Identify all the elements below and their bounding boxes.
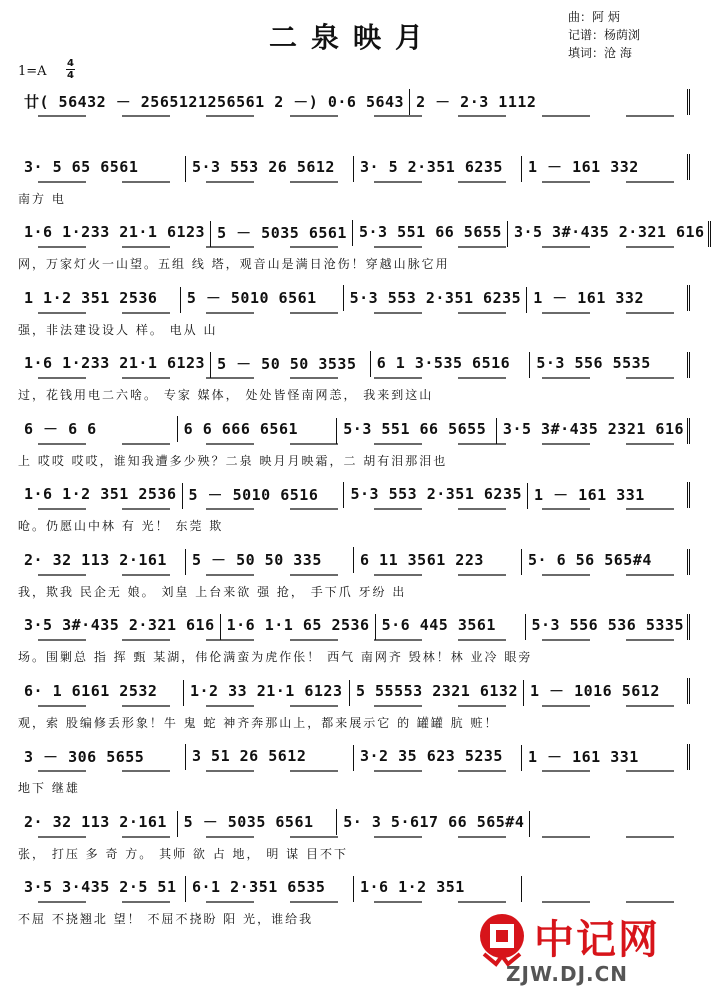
measure: 6 － 6 6 <box>18 418 178 439</box>
beam-lines <box>18 245 690 251</box>
credit-lyricist: 填词：沧 海 <box>568 46 632 60</box>
measure: 5 － 50 50 335 <box>186 549 354 570</box>
beam-lines <box>18 442 690 448</box>
measure: 5 － 5035 6561 <box>178 811 338 832</box>
lyrics-line: 场。围剿总 指 挥 甄 某湖，伟伦满蛮为虎作伥！ 西气 南网齐 毁林！林 业冷 眼旁 <box>18 650 533 664</box>
score-system <box>18 209 705 275</box>
measure: 5 － 50 50 3535 <box>211 353 371 374</box>
beam-lines <box>18 573 690 579</box>
measure: 3· 5 65 6561 <box>18 158 186 176</box>
score-system <box>18 537 690 603</box>
measure: 1·6 1·233 21·1 6123 <box>18 223 211 241</box>
measure: 1 1·2 351 2536 <box>18 289 181 307</box>
beam-lines <box>18 114 690 120</box>
measure: 2 － 2·3 1112 <box>410 91 690 112</box>
lyrics-line: 不屈 不挠翘北 望！ 不屈不挠盼 阳 光，谁给我 <box>18 912 314 926</box>
notation-line <box>18 418 690 440</box>
notation-line <box>18 483 690 505</box>
score-system <box>18 275 690 341</box>
beam-lines <box>18 769 690 775</box>
measure: 1·6 1·1 65 2536 <box>221 616 376 634</box>
measure: 1·6 1·2 351 <box>354 878 522 896</box>
score-system <box>18 668 690 734</box>
beam-lines <box>18 311 690 317</box>
measure: 5·3 553 2·351 6235 <box>344 289 528 307</box>
lyrics-line: 过，花钱用电二六啥。 专家 媒体， 处处皆怪南网恙， 我来到这山 <box>18 388 434 402</box>
lyrics-line: 呛。仍愿山中林 有 光！ 东莞 欺 <box>18 519 224 533</box>
measure: 3 － 306 5655 <box>18 746 186 767</box>
beam-lines <box>18 704 690 710</box>
measure: 5·3 551 66 5655 <box>353 223 508 241</box>
measure: 5 － 5035 6561 <box>211 222 353 243</box>
measure: 3 51 26 5612 <box>186 747 354 765</box>
notation-line <box>18 549 690 571</box>
measure: 1 － 1016 5612 <box>524 680 690 701</box>
beam-lines <box>18 180 690 186</box>
lyrics-line: 上 哎哎 哎哎，谁知我遭多少殃？二泉 映月月映霜，二 胡有泪那泪也 <box>18 453 448 468</box>
credit-transcriber: 记谱：杨荫浏 <box>568 28 641 42</box>
time-signature: 4 4 <box>67 58 74 81</box>
score-system <box>18 78 690 144</box>
measure: 1·2 33 21·1 6123 <box>184 682 350 700</box>
credit-composer: 曲：阿 炳 <box>568 10 620 24</box>
notation-line <box>18 745 690 767</box>
beam-lines <box>18 638 690 644</box>
measure: 3·2 35 623 5235 <box>354 747 522 765</box>
notation-line <box>18 156 690 178</box>
key-signature: 1=A <box>18 64 47 79</box>
measure: 5·3 551 66 5655 <box>337 420 497 438</box>
measure: 5·6 445 3561 <box>376 616 526 634</box>
score-system <box>18 799 690 865</box>
lyrics-line: 强，非法建设设人 样。 电从 山 <box>18 322 218 337</box>
beam-lines <box>18 507 690 513</box>
notation-line <box>18 287 690 309</box>
measure: 5·3 556 5535 <box>530 354 690 372</box>
measure: 5· 6 56 565#4 <box>522 551 690 569</box>
measure: 2· 32 113 2·161 <box>18 813 178 831</box>
measure: 1 － 161 332 <box>522 156 690 177</box>
measure: 5· 3 5·617 66 565#4 <box>337 813 530 831</box>
stamp-icon <box>476 910 528 966</box>
song-title: 二泉映月 <box>268 21 437 54</box>
measure: 1·6 1·233 21·1 6123 <box>18 354 211 372</box>
notation-line <box>18 352 690 374</box>
lyrics-line: 南方 电 <box>18 191 66 206</box>
credits <box>568 8 640 62</box>
measure: 廿( 56432 － 2565121256561 2 －) 0·6 5643 <box>18 91 410 112</box>
lyrics-line: 地下 继雄 <box>18 781 80 795</box>
score-system <box>18 471 690 537</box>
notation-line <box>18 876 690 898</box>
measure: 3· 5 2·351 6235 <box>354 158 522 176</box>
measure: 5 － 5010 6561 <box>181 287 344 308</box>
notation-line <box>18 680 690 702</box>
measure: 5·3 556 536 5335 <box>526 616 691 634</box>
measure: 5 － 5010 6516 <box>183 484 345 505</box>
score-system <box>18 406 690 472</box>
watermark-url: ZJW.DJ.CN <box>506 962 629 986</box>
score-system <box>18 733 690 799</box>
measure: 1 － 161 331 <box>528 484 690 505</box>
measure: 6 1 3·535 6516 <box>371 354 531 372</box>
measure: 3·5 3·435 2·5 51 <box>18 878 186 896</box>
measure: 3·5 3#·435 2321 616 <box>497 420 690 438</box>
beam-lines <box>18 376 690 382</box>
measure: 1 － 161 332 <box>527 287 690 308</box>
notation-line <box>18 221 705 243</box>
measure: 6·1 2·351 6535 <box>186 878 354 896</box>
measure: 2· 32 113 2·161 <box>18 551 186 569</box>
beam-lines <box>18 835 690 841</box>
lyrics-line: 我，欺我 民企无 娘。 刘皇 上台来欲 强 抢， 手下爪 牙纷 出 <box>18 584 407 599</box>
measure: 5·3 553 2·351 6235 <box>344 485 528 503</box>
score-system <box>18 602 690 668</box>
score-system <box>18 340 690 406</box>
watermark <box>476 906 696 992</box>
lyrics-line: 网，万家灯火一山望。五组 线 塔，观音山是满日沧伤！穿越山脉它用 <box>18 257 450 271</box>
score-system <box>18 144 690 210</box>
measure: 5·3 553 26 5612 <box>186 158 354 176</box>
lyrics-line: 观，索 股编修丢形象！牛 鬼 蛇 神齐奔那山上，都来展示它 的 罐罐 肮 赃！ <box>18 715 499 730</box>
measure: 6· 1 6161 2532 <box>18 682 184 700</box>
measure: 6 11 3561 223 <box>354 551 522 569</box>
measure: 6 6 666 6561 <box>178 420 338 438</box>
measure: 3·5 3#·435 2·321 616 <box>508 223 711 241</box>
notation-line <box>18 811 690 833</box>
measure: 1 － 161 331 <box>522 746 690 767</box>
measure: 5 55553 2321 6132 <box>350 682 524 700</box>
notation-line <box>18 90 690 112</box>
measure: 1·6 1·2 351 2536 <box>18 485 183 503</box>
watermark-text: 中记网 <box>534 916 660 963</box>
measure: 3·5 3#·435 2·321 616 <box>18 616 221 634</box>
notation-line <box>18 614 690 636</box>
lyrics-line: 张， 打压 多 奇 方。 其师 欲 占 地， 明 谋 目不下 <box>18 846 348 861</box>
